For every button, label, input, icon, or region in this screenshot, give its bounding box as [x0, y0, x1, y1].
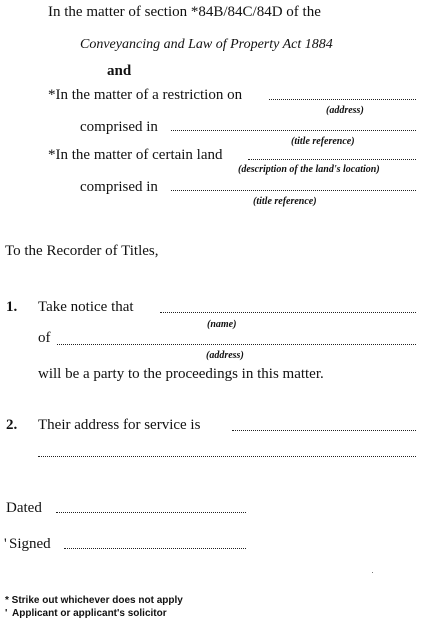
party-address-line[interactable] [57, 344, 416, 345]
restriction-address-caption: (address) [326, 105, 364, 116]
take-notice-label: Take notice that [38, 299, 134, 315]
signed-label: Signed [9, 536, 51, 552]
service-address-label: Their address for service is [38, 417, 201, 433]
item-1-number: 1. [6, 299, 18, 315]
signed-line[interactable] [64, 548, 246, 549]
dated-line[interactable] [56, 512, 246, 513]
party-statement: will be a party to the proceedings in this matter. [38, 366, 324, 382]
matter-section-heading: In the matter of section *84B/84C/84D of the [48, 4, 321, 20]
scan-speck [372, 572, 373, 573]
restriction-title-ref-caption: (title reference) [291, 136, 355, 147]
footnote-applicant-mark: ' [5, 608, 8, 619]
footnote-strike-out: * Strike out whichever does not apply [5, 595, 183, 606]
dated-label: Dated [6, 500, 42, 516]
service-address-line-1[interactable] [232, 430, 416, 431]
footnote-applicant: Applicant or applicant's solicitor [12, 608, 167, 619]
restriction-title-ref-line[interactable] [171, 130, 416, 131]
service-address-line-2[interactable] [38, 456, 416, 457]
item-2-number: 2. [6, 417, 18, 433]
and-label: and [107, 63, 132, 79]
party-name-line[interactable] [160, 312, 416, 313]
act-title: Conveyancing and Law of Property Act 1884 [80, 37, 333, 52]
restriction-address-line[interactable] [269, 99, 416, 100]
addressee: To the Recorder of Titles, [5, 243, 159, 259]
land-title-ref-line[interactable] [171, 190, 416, 191]
signed-mark: ' [4, 536, 7, 552]
party-name-caption: (name) [207, 319, 237, 330]
restriction-intro: *In the matter of a restriction on [48, 87, 243, 103]
land-comprised-label: comprised in [80, 179, 158, 195]
land-title-ref-caption: (title reference) [253, 196, 317, 207]
land-description-caption: (description of the land's location) [238, 164, 380, 175]
restriction-comprised-label: comprised in [80, 119, 158, 135]
party-address-caption: (address) [206, 350, 244, 361]
land-description-line[interactable] [248, 159, 416, 160]
of-label: of [38, 330, 51, 346]
land-intro: *In the matter of certain land [48, 147, 223, 163]
